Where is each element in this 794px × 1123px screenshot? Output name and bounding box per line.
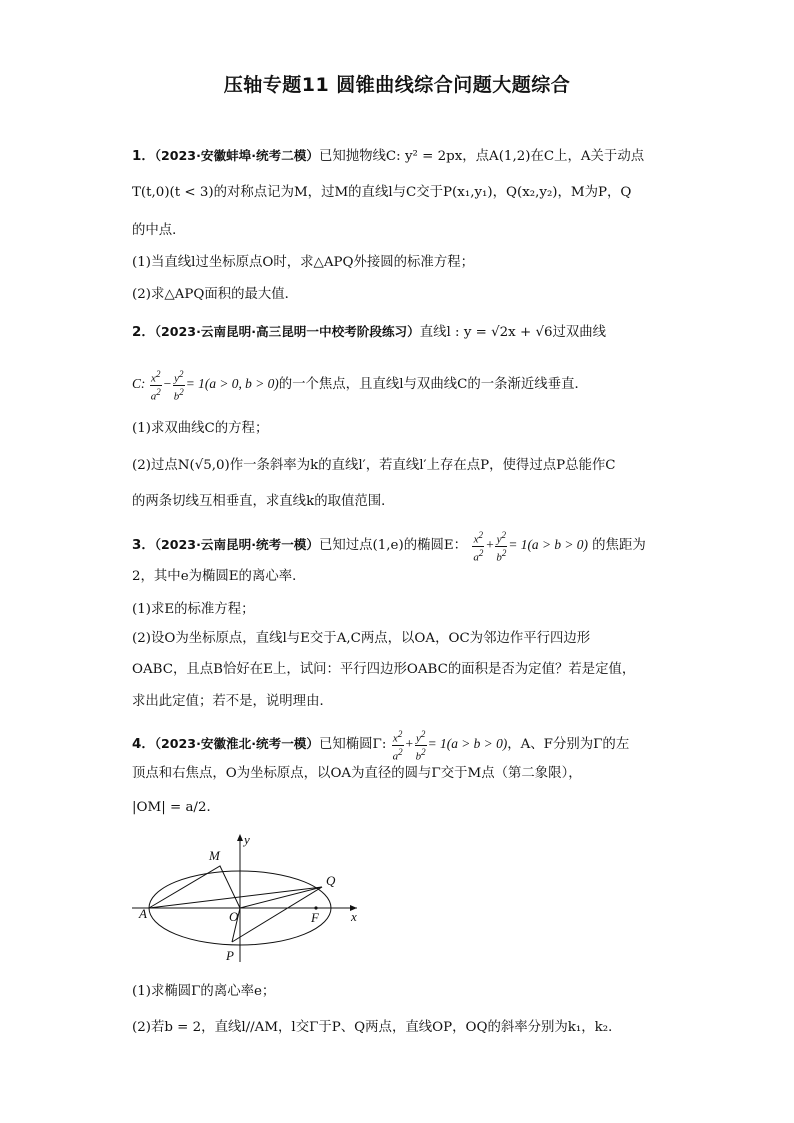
- problem-1-source: （2023·安徽蚌埠·统考二模）: [154, 148, 319, 163]
- problem-1-line-3: 的中点．: [132, 223, 186, 238]
- page-title: 压轴专题11 圆锥曲线综合问题大题综合: [223, 74, 571, 96]
- problem-2-part-2: (2)过点N(√5,0)作一条斜率为k的直线l′，若直线l′上存在点P，使得过点P总能作C: [132, 458, 616, 473]
- problem-1-text-1: 已知抛物线C: y² = 2px，点A(1,2)在C上，A关于动点: [318, 149, 645, 164]
- problem-1-part-2: (2)求△APQ面积的最大值．: [132, 287, 299, 302]
- label-f: F: [311, 910, 319, 925]
- label-q: Q: [326, 873, 336, 888]
- problem-4-number: 4．: [132, 737, 155, 753]
- hyperbola-equation: C: $\frac{x^2}{a^2}$ − $\frac{y^2}{b^2}$ = 1(a > 0, b > 0): [132, 369, 279, 403]
- problem-2-part-1: (1)求双曲线C的方程；: [132, 421, 269, 436]
- problem-2-line-1: [132, 322, 606, 343]
- triangle-amo: [149, 866, 240, 908]
- problem-4-text-2: ，A、F分别为Γ的左: [507, 737, 630, 753]
- problem-2-text-1: 直线l : y = √2x + √6过双曲线: [419, 325, 607, 340]
- frac-x2-a2: $\frac{x^2}{a^2}$: [150, 369, 161, 403]
- y-axis-arrow-icon: [237, 834, 243, 841]
- problem-4-part-1: (1)求椭圆Γ的离心率e；: [132, 984, 276, 999]
- problem-4-line-1: [132, 728, 629, 762]
- problem-3-text-2: 的焦距为: [592, 538, 646, 554]
- problem-2-line-2: [132, 368, 588, 402]
- problem-3-line-2: 2，其中e为椭圆E的离心率．: [132, 569, 306, 584]
- problem-3-part-1: (1)求E的标准方程；: [132, 602, 255, 617]
- label-x: x: [351, 909, 357, 924]
- problem-2-text-2: 的一个焦点，且直线l与双曲线C的一条渐近线垂直．: [278, 377, 588, 393]
- label-m: M: [209, 848, 220, 863]
- label-o: O: [229, 909, 239, 924]
- problem-2-number: 2．: [132, 325, 155, 340]
- problem-2-part-2-cont: 的两条切线互相垂直，求直线k的取值范围．: [132, 494, 395, 509]
- problem-3-part-2: (2)设O为坐标原点，直线l与E交于A,C两点，以OA，OC为邻边作平行四边形: [132, 631, 591, 646]
- label-p: P: [226, 948, 234, 963]
- problem-4-line-2: 顶点和右焦点，O为坐标原点，以OA为直径的圆与Γ交于M点（第二象限），: [132, 766, 582, 781]
- problem-1-line-2: T(t,0)(t < 3)的对称点记为M，过M的直线l与C交于P(x₁,y₁)，Q(x₂,y₂)，M为P，Q: [132, 185, 632, 200]
- ellipse-diagram: [132, 830, 372, 965]
- problem-4-line-3: |OM| = a/2．: [132, 800, 220, 815]
- problem-4-source: （2023·安徽淮北·统考一模）: [154, 736, 319, 752]
- problem-3-text-1: 已知过点(1,e)的椭圆E：: [318, 538, 468, 554]
- problem-1-part-1: (1)当直线l过坐标原点O时，求△APQ外接圆的标准方程；: [132, 255, 474, 270]
- label-y: y: [244, 832, 250, 847]
- line-oq: [240, 887, 322, 908]
- problem-4-part-2: (2)若b = 2，直线l//AM，l交Γ于P、Q两点，直线OP，OQ的斜率分别为k₁，k₂．: [132, 1020, 622, 1035]
- problem-3-source: （2023·云南昆明·统考一模）: [154, 537, 319, 553]
- label-a: A: [139, 906, 147, 921]
- line-aq: [149, 887, 322, 908]
- line-pq: [232, 887, 322, 942]
- problem-1-line-1: [132, 146, 644, 167]
- problem-2-source: （2023·云南昆明·高三昆明一中校考阶段练习）: [154, 324, 420, 339]
- problem-1-number: 1．: [132, 149, 155, 164]
- problem-3-number: 3．: [132, 538, 155, 554]
- ellipse-gamma-equation: $\frac{x^2}{a^2}$ + $\frac{y^2}{b^2}$ = 1(a > b > 0): [392, 729, 508, 763]
- frac-y2-b2: $\frac{y^2}{b^2}$: [173, 369, 184, 403]
- ellipse-e-equation: $\frac{x^2}{a^2}$ + $\frac{y^2}{b^2}$ = 1(a > b > 0): [473, 530, 588, 564]
- problem-3-part-2-cont-1: OABC，且点B恰好在E上，试问：平行四边形OABC的面积是否为定值？若是定值，: [132, 662, 636, 677]
- problem-4-text-1: 已知椭圆Γ:: [318, 737, 387, 753]
- problem-3-part-2-cont-2: 求出此定值；若不是，说明理由．: [132, 694, 333, 709]
- problem-3-line-1: [132, 529, 646, 563]
